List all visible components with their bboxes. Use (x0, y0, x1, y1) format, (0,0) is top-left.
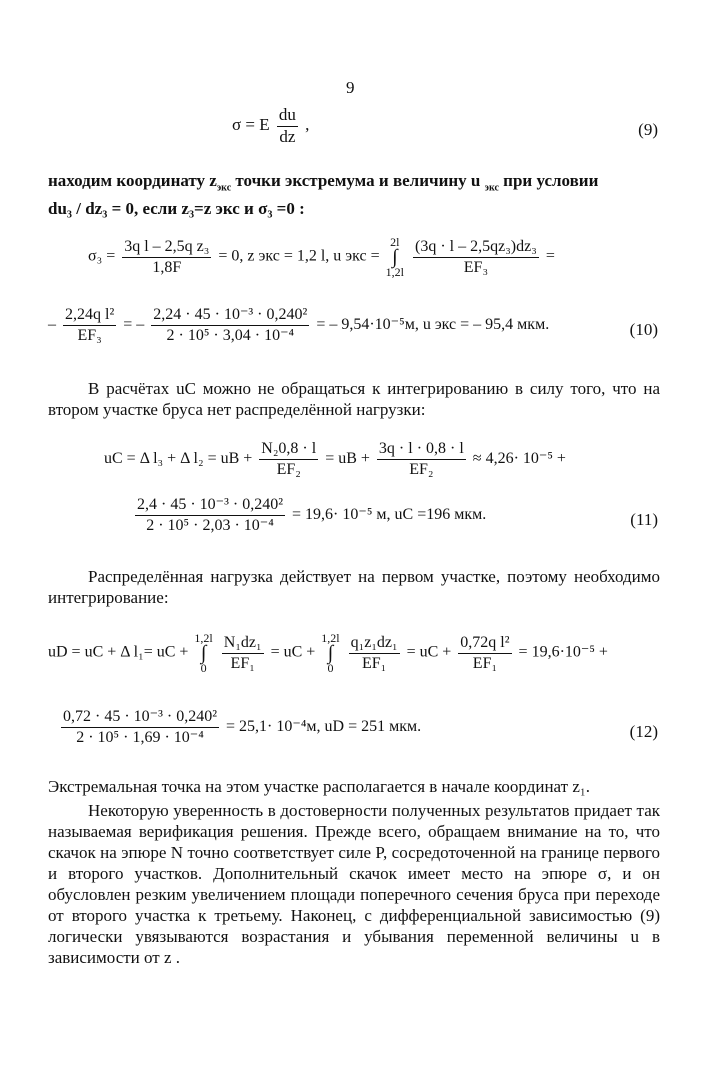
eq11b-fraction (135, 496, 285, 534)
eq12a-int2-bottom: 0 (327, 661, 334, 675)
eq10b-f1-numerator: 2,24q l² (63, 306, 116, 326)
eq12a-fraction-3 (458, 634, 511, 672)
integral-sign-icon: ∫ (200, 642, 207, 664)
eq12a-f3-numerator: 0,72q l² (458, 634, 511, 654)
eq10a-f1-numerator: 3q l – 2,5q z₃ (122, 238, 211, 258)
eq12a-fraction-1 (222, 634, 264, 672)
eq12a-f1-denominator: EF₁ (230, 654, 255, 672)
eq10a-f1-denominator: 1,8F (152, 258, 182, 276)
paragraph-verification: Некоторую уверенность в достоверности полученных результатов придает так называемая верификация решения. Прежде всего, обращаем внимание на то, что скачок на эпюре N точно соответствует силе P, сосредоточенной на границе первого и второго участков. Дополнительный скачок имеет место на эпюре σ, и он обусловлен резким увеличением площади поперечного сечения бруса при переходе от второго участка к третьему. Наконец, с дифференциальной зависимостью (9) логически увязываются возрастания и убывания переменной величины u в зависимости от z . (48, 801, 660, 967)
eq10b-mid: = – (123, 315, 145, 333)
paragraph-extremum (48, 170, 660, 219)
page-number: 9 (346, 78, 355, 97)
eq11b-tail: = 19,6· 10⁻⁵ м, uC =196 мкм. (292, 505, 487, 523)
eq12a-mid-1: = uC + (270, 643, 316, 661)
text1-part-a: находим координату z (48, 171, 217, 190)
paragraph-distributed-load: Распределённая нагрузка действует на первом участке, поэтому необходимо интегрирование: (48, 567, 660, 607)
eq10a-mid: = 0, z экс = 1,2 l, u экс = (218, 247, 380, 265)
eq12a-mid-2: = uC + (406, 643, 452, 661)
equation-11-line-1 (104, 440, 566, 478)
eq9-lhs: σ = E (232, 115, 270, 135)
eq9-numerator: du (277, 106, 298, 127)
eq12a-int1-top: 1,2l (194, 631, 213, 645)
integral-sign-icon: ∫ (392, 246, 398, 268)
equation-12-line-2 (58, 708, 421, 746)
eq9-fraction (277, 106, 298, 146)
eq12b-numerator: 0,72 · 45 · 10⁻³ · 0,240² (61, 708, 219, 728)
eq10a-f2-numerator: (3q · l – 2,5qz₃)dz₃ (413, 238, 539, 258)
text1-sub-a: экс (216, 182, 232, 194)
eq11a-f2-denominator: EF₂ (409, 460, 434, 478)
eq10b-fraction-2 (151, 306, 309, 344)
eq10a-tail: = (545, 247, 555, 265)
eq12a-lhs: uD = uC + Δ l₁= uC + (48, 643, 189, 661)
eq9-number: (9) (638, 120, 658, 139)
eq10a-int-bottom: 1,2l (385, 265, 405, 279)
eq11b-numerator: 2,4 · 45 · 10⁻³ · 0,240² (135, 496, 285, 516)
eq11a-fraction-2 (377, 440, 466, 478)
text1-sub-b: экс (484, 182, 499, 194)
paragraph-uc: В расчётах uC можно не обращаться к интегрированию в силу того, что на втором участке бруса нет распределённой нагрузки: (48, 379, 660, 419)
eq11a-mid: = uB + (325, 449, 370, 467)
eq11b-denominator: 2 · 10⁵ · 2,03 · 10⁻⁴ (146, 516, 274, 534)
equation-10-line-1 (88, 236, 555, 278)
eq12a-f2-numerator: q₁z₁dz₁ (349, 634, 400, 654)
integral-sign-icon: ∫ (327, 642, 334, 664)
eq12a-integral-1 (194, 632, 212, 674)
equation-12-line-1 (48, 632, 608, 674)
eq10-number: (10) (629, 320, 658, 339)
eq10b-tail: = – 9,54·10⁻⁵м, u экс = – 95,4 мкм. (316, 315, 550, 333)
eq12-number: (12) (629, 722, 658, 741)
equation-9 (232, 106, 309, 146)
eq10b-fraction-1 (63, 306, 116, 344)
eq12a-int1-bottom: 0 (200, 661, 207, 675)
eq11-number: (11) (630, 510, 658, 529)
eq10a-fraction-1 (122, 238, 211, 276)
eq12a-f2-denominator: EF₁ (361, 654, 387, 672)
eq12a-f1-numerator: N₁dz₁ (222, 634, 264, 654)
eq12a-integral-2 (321, 632, 339, 674)
eq11a-tail: ≈ 4,26· 10⁻⁵ + (472, 449, 566, 467)
eq10a-int-top: 2l (390, 235, 400, 249)
eq12a-tail: = 19,6·10⁻⁵ + (518, 643, 608, 661)
eq11a-f1-denominator: EF₂ (276, 460, 301, 478)
eq10a-f2-denominator: EF₃ (463, 258, 489, 276)
eq10b-f2-denominator: 2 · 10⁵ · 3,04 · 10⁻⁴ (166, 326, 295, 344)
eq11a-lhs: uC = Δ l₃ + Δ l₂ = uB + (104, 449, 253, 467)
eq10a-lhs: σ₃ = (88, 247, 116, 265)
eq11a-fraction-1 (259, 440, 318, 478)
eq12b-fraction (61, 708, 219, 746)
text1-part-b: точки экстремума и величину u (235, 171, 481, 190)
paragraph-extremal-point: Экстремальная точка на этом участке располагается в начале координат z₁. (48, 777, 591, 796)
eq10b-f2-numerator: 2,24 · 45 · 10⁻³ · 0,240² (151, 306, 309, 326)
eq10a-fraction-2 (413, 238, 539, 276)
eq11a-f2-numerator: 3q · l · 0,8 · l (377, 440, 466, 460)
eq12a-f3-denominator: EF₁ (472, 654, 498, 672)
text1-part-c: при условии (503, 171, 599, 190)
equation-10-line-2 (48, 306, 549, 344)
eq10b-f1-denominator: EF₃ (77, 326, 102, 344)
text1-line2: du₃ / dz₃ = 0, если z₃=z экс и σ₃ =0 : (48, 199, 305, 219)
eq9-denominator: dz (279, 126, 296, 146)
eq10a-integral (386, 236, 404, 278)
eq11a-f1-numerator: N₂0,8 · l (259, 440, 318, 460)
eq10b-pre: – (48, 315, 56, 333)
equation-11-line-2 (132, 496, 486, 534)
eq9-tail: , (305, 115, 310, 135)
eq12b-tail: = 25,1· 10⁻⁴м, uD = 251 мкм. (226, 717, 422, 735)
eq12b-denominator: 2 · 10⁵ · 1,69 · 10⁻⁴ (76, 728, 204, 746)
eq12a-int2-top: 1,2l (321, 631, 340, 645)
eq12a-fraction-2 (349, 634, 400, 672)
